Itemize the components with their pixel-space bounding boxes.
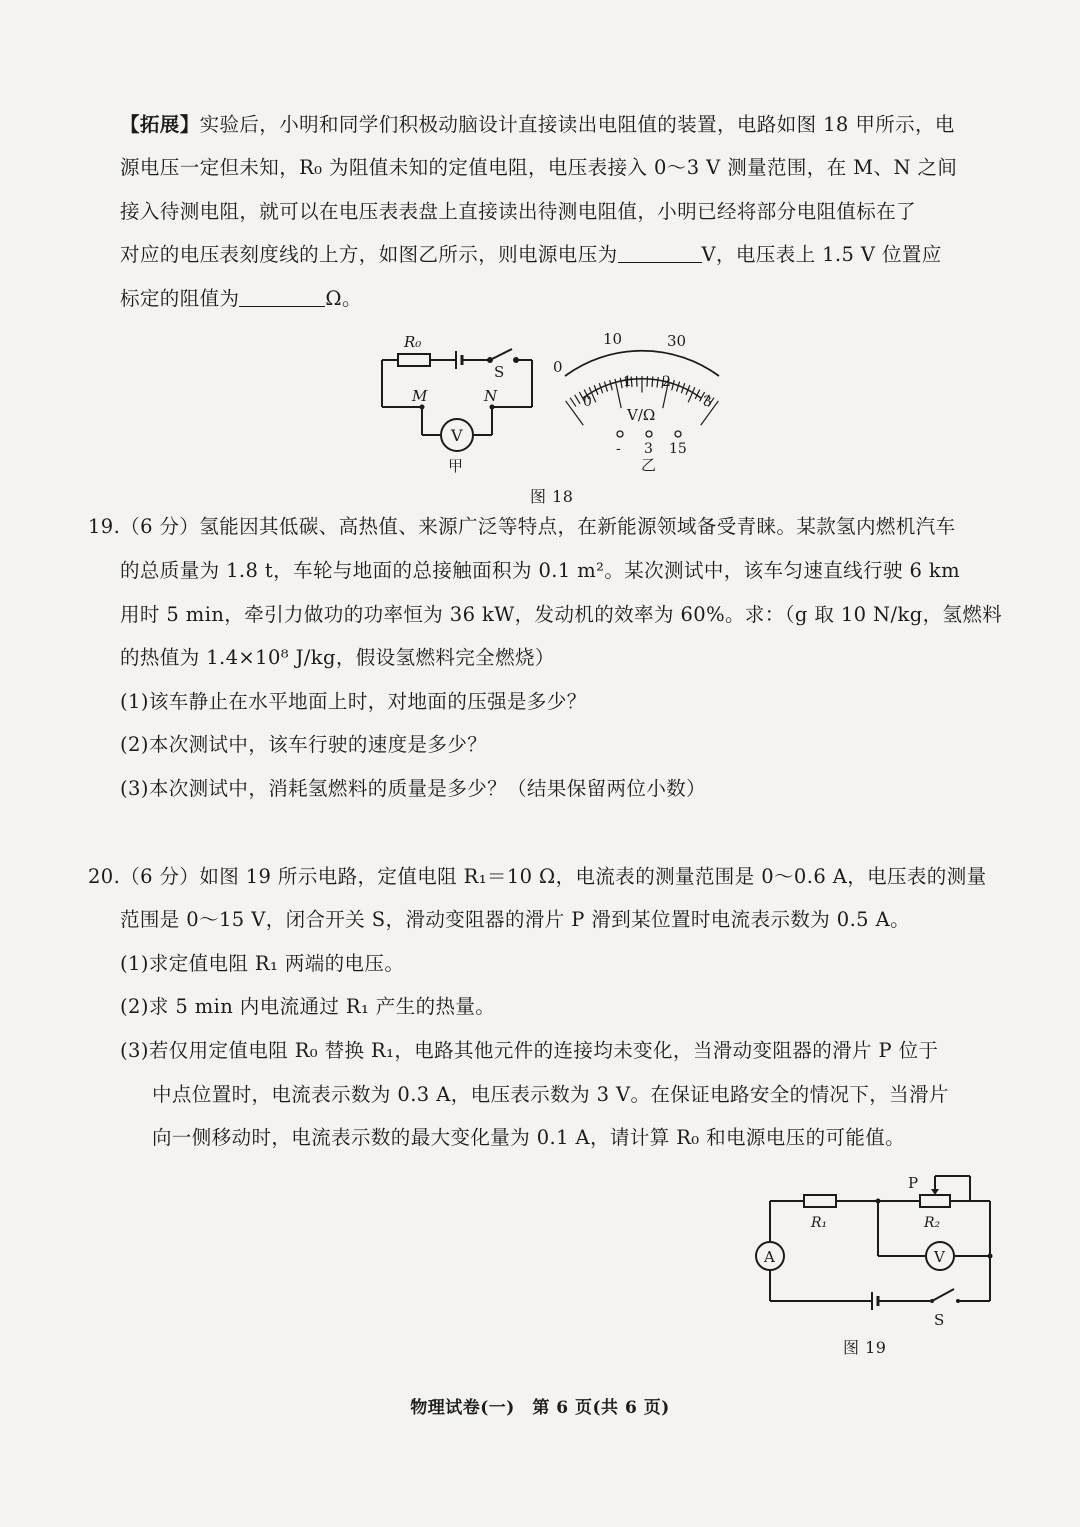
dial-volt-mark-0: 0 [583,394,592,410]
switch-s2 [932,1289,954,1301]
dial-tick [575,395,580,404]
terminal-15 [675,431,681,437]
q20-sub-1: (1)求定值电阻 R₁ 两端的电压。 [120,952,405,975]
dial-volt-mark-2: 2 [662,374,671,390]
q19-sub-2: (2)本次测试中，该车行驶的速度是多少？ [120,733,488,756]
terminal-neg [617,431,623,437]
dial-top-mark-30: 30 [667,332,687,350]
dial-volt-mark-1: 1 [623,374,632,390]
dial-tick [604,382,607,392]
extension-line-2: 源电压一定但未知，R₀ 为阻值未知的定值电阻，电压表接入 0～3 V 测量范围，在 M、N 之间 [120,156,958,179]
extension-line-4: 对应的电压表刻度线的上方，如图乙所示，则电源电压为 V，电压表上 1.5 V 位置应 [120,243,942,266]
dial-tick [657,377,658,387]
label-s2: S [934,1311,945,1329]
label-s: S [494,363,505,381]
terminal-label-15: 15 [669,441,687,457]
q20-sub-3c: 向一侧移动时，电流表示数的最大变化量为 0.1 A，请计算 R₀ 和电源电压的可能值。 [152,1126,906,1149]
dial-tick [610,380,613,390]
q19-line-2: 的总质量为 1.8 t，车轮与地面的总接触面积为 0.1 m²。某次测试中，该车匀速直线行驶 6 km [120,559,960,582]
q19-sub-1: (1)该车静止在水平地面上时，对地面的压强是多少？ [120,690,587,713]
label-yi: 乙 [641,456,657,474]
dial-top-mark-0: 0 [553,358,563,376]
label-jia: 甲 [448,457,464,475]
dial-tick [677,382,680,392]
answer-blank-voltage[interactable] [618,242,702,263]
fig19-caption: 图 19 [843,1338,887,1357]
q19-line-4: 的热值为 1.4×10⁸ J/kg，假设氢燃料完全燃烧） [120,646,555,669]
rheostat-r2 [920,1195,950,1207]
fig18-voltmeter-dial [545,320,735,485]
q19-line-1: 19.（6 分）氢能因其低碳、高热值、来源广泛等特点，在新能源领域备受青睐。某款氢内燃机汽车 [88,515,956,538]
q20-line-1: 20.（6 分）如图 19 所示电路，定值电阻 R₁＝10 Ω，电流表的测量范围是 0～0.6 A，电压表的测量 [88,865,987,888]
dial-tick [620,378,622,388]
page-footer: 物理试卷(一) 第 6 页(共 6 页) [410,1398,670,1418]
dial-tick [615,379,621,408]
fig18-circuit-diagram [370,325,550,480]
resistor-r0 [398,354,430,366]
label-r2: R₂ [924,1215,941,1231]
resistor-r1 [804,1195,836,1207]
fig19-circuit-diagram [748,1168,1008,1328]
extension-tag: 【拓展】 [120,113,200,136]
terminal-m [420,405,425,410]
voltmeter-symbol-2: V [934,1248,945,1266]
q20-line-2: 范围是 0～15 V，闭合开关 S，滑动变阻器的滑片 P 滑到某位置时电流表示数为 0.5 A。 [120,908,910,931]
answer-blank-resistance[interactable] [239,286,325,307]
dial-arc-outer [565,351,719,376]
switch-s [490,349,512,360]
q20-sub-3a: (3)若仅用定值电阻 R₀ 替换 R₁，电路其他元件的连接均未变化，当滑动变阻器的滑片 P 位于 [120,1039,939,1062]
q19-line-3: 用时 5 min，牵引力做功的功率恒为 36 kW，发动机的效率为 60%。求：（g 取 10 N/kg，氢燃料 [120,603,1003,626]
extension-line-1: 【拓展】实验后，小明和同学们积极动脑设计直接读出电阻值的装置，电路如图 18 甲所示，电 [120,113,955,136]
terminal-label-neg: - [616,441,621,457]
dial-tick [570,398,576,407]
ammeter-symbol: A [764,1248,775,1266]
dial-tick [672,380,675,390]
label-r0: R₀ [404,333,422,351]
fig18-caption: 图 18 [530,487,574,506]
dial-volt-mark-3: 3 [703,394,712,410]
label-m: M [412,387,428,405]
q20-sub-3b: 中点位置时，电流表示数为 0.3 A，电压表示数为 3 V。在保证电路安全的情况下，当滑片 [152,1083,949,1106]
extension-line-5: 标定的阻值为 Ω。 [120,287,362,310]
q19-sub-3: (3)本次测试中，消耗氢燃料的质量是多少？（结果保留两位小数） [120,777,707,800]
q20-sub-2: (2)求 5 min 内电流通过 R₁ 产生的热量。 [120,995,496,1018]
label-n: N [484,387,498,405]
dial-top-mark-10: 10 [603,330,623,348]
dial-tick [652,376,653,386]
terminal-label-3: 3 [644,441,653,457]
label-r1: R₁ [811,1215,828,1231]
voltmeter-symbol: V [451,426,463,445]
extension-line-3: 接入待测电阻，就可以在电压表表盘上直接读出待测电阻值，小明已经将部分电阻值标在了 [120,200,917,223]
terminal-3 [646,431,652,437]
dial-tick [688,387,695,402]
terminal-n [490,405,495,410]
dial-unit: V/Ω [627,406,656,424]
label-p: P [908,1174,919,1192]
